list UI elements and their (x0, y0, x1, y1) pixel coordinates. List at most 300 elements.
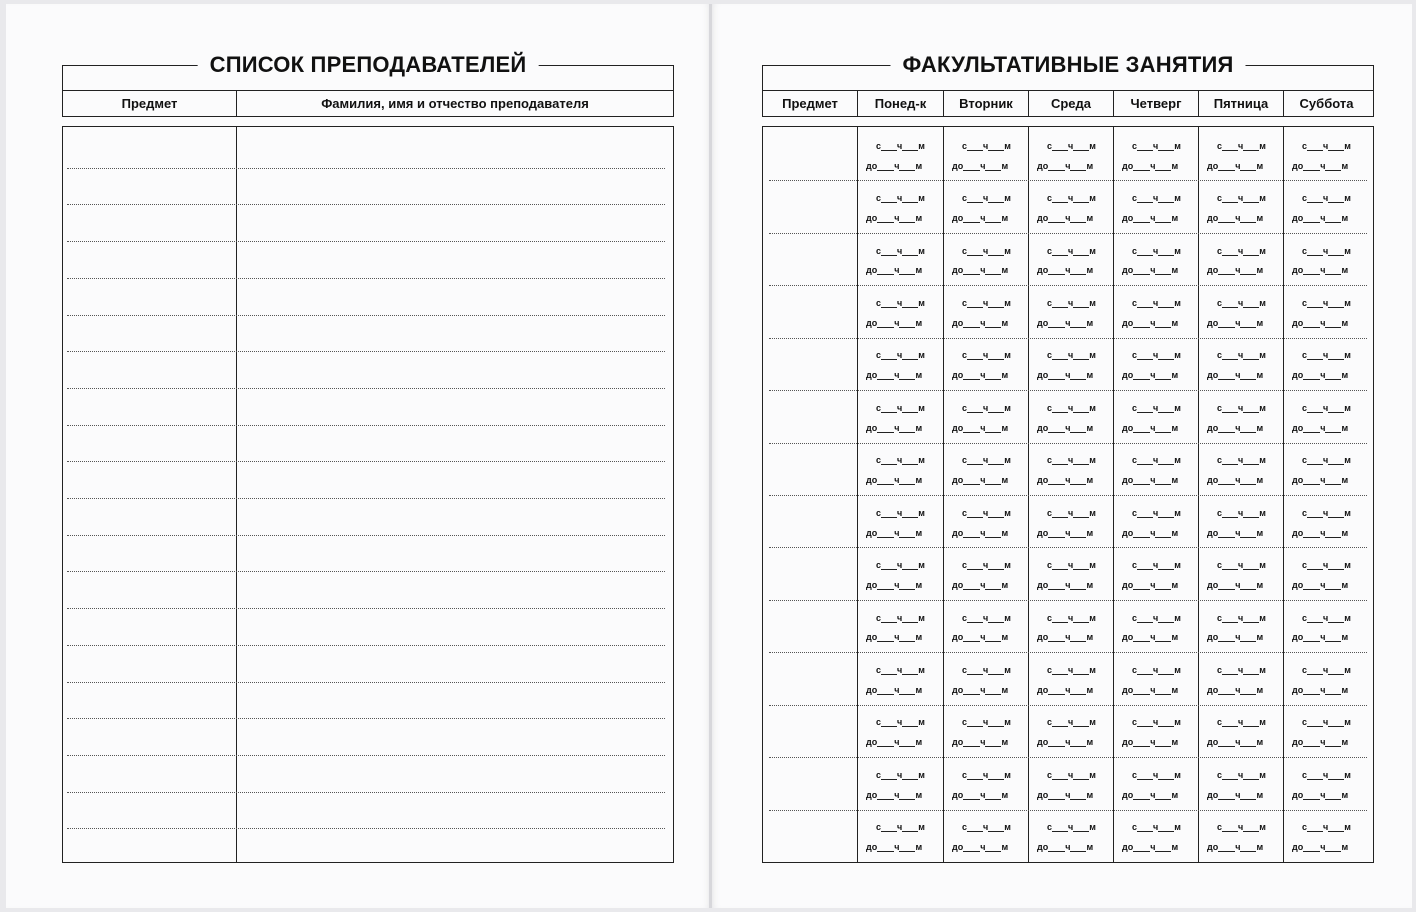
time-from-field[interactable]: с ч м (1132, 455, 1181, 466)
time-to-field[interactable]: до ч м (952, 370, 1009, 381)
time-to-field[interactable]: до ч м (866, 684, 923, 695)
time-to-field[interactable]: до ч м (866, 842, 923, 853)
time-from-field[interactable]: с ч м (1217, 455, 1266, 466)
time-cell-guide (1033, 468, 1109, 469)
time-from-field[interactable]: с ч м (1132, 507, 1181, 518)
time-cell-guide (1203, 311, 1279, 312)
time-to-field[interactable]: до ч м (1207, 422, 1264, 433)
time-cell-guide (1203, 520, 1279, 521)
time-cell-guide (1288, 678, 1367, 679)
time-to-field[interactable]: до ч м (1037, 789, 1094, 800)
teachers-list-title: СПИСОК ПРЕПОДАВАТЕЛЕЙ (198, 52, 539, 78)
time-from-field[interactable]: с ч м (1217, 507, 1266, 518)
time-to-field[interactable]: до ч м (1122, 317, 1179, 328)
header-day-2: Вторник (944, 91, 1029, 116)
time-to-field[interactable]: до ч м (1037, 475, 1094, 486)
time-cell-guide (1033, 415, 1109, 416)
time-from-field[interactable]: с ч м (1132, 245, 1181, 256)
time-cell-guide (1203, 835, 1279, 836)
time-cell-guide (1033, 311, 1109, 312)
time-from-field[interactable]: с ч м (876, 140, 925, 151)
time-from-field[interactable]: с ч м (1302, 560, 1351, 571)
time-cell-guide (1288, 520, 1367, 521)
time-from-field[interactable]: с ч м (962, 664, 1011, 675)
time-from-field[interactable]: с ч м (1132, 402, 1181, 413)
time-to-field[interactable]: до ч м (866, 580, 923, 590)
time-cell-guide (1203, 573, 1279, 574)
time-cell-guide (1203, 258, 1279, 259)
electives-row-divider (769, 757, 1367, 758)
teachers-write-line[interactable] (67, 718, 665, 719)
time-from-field[interactable]: с ч м (962, 245, 1011, 256)
header-day-3: Среда (1029, 91, 1114, 116)
teachers-write-line[interactable] (67, 278, 665, 279)
electives-title-frame (762, 52, 1374, 91)
time-from-field[interactable]: с ч м (876, 193, 925, 204)
time-from-field[interactable]: с ч м (1302, 350, 1351, 361)
time-cell-guide (1203, 363, 1279, 364)
time-cell-guide (862, 678, 939, 679)
time-to-field[interactable]: до ч м (866, 160, 923, 171)
time-to-field[interactable]: до ч м (1122, 422, 1179, 433)
time-from-field[interactable]: с ч м (1132, 560, 1181, 571)
time-from-field[interactable]: с ч м (1217, 717, 1266, 728)
time-cell-guide (1288, 153, 1367, 154)
time-from-field[interactable]: с ч м (1132, 193, 1181, 204)
header-day-4: Четверг (1114, 91, 1199, 116)
time-to-field[interactable]: до ч м (1122, 632, 1179, 643)
time-from-field[interactable]: с ч м (1132, 612, 1181, 623)
teachers-write-line[interactable] (67, 351, 665, 352)
time-from-field[interactable]: с ч м (1217, 140, 1266, 151)
electives-header-row (762, 90, 1374, 117)
teachers-write-line[interactable] (67, 315, 665, 316)
time-from-field[interactable]: с ч м (876, 350, 925, 361)
time-cell-guide (1033, 520, 1109, 521)
teachers-title-frame (62, 52, 674, 91)
time-to-field[interactable]: до ч м (866, 632, 923, 643)
time-cell-guide (1118, 206, 1194, 207)
time-cell-guide (1118, 311, 1194, 312)
time-from-field[interactable]: с ч м (1302, 193, 1351, 204)
time-cell-guide (1203, 206, 1279, 207)
time-from-field[interactable]: с ч м (876, 717, 925, 728)
time-to-field[interactable]: до ч м (1037, 632, 1094, 643)
time-cell-guide (1118, 468, 1194, 469)
time-to-field[interactable]: до ч м (1037, 265, 1094, 276)
time-to-field[interactable]: до ч м (866, 422, 923, 433)
time-from-field[interactable]: с ч м (962, 297, 1011, 308)
time-to-field[interactable]: до ч м (1292, 475, 1349, 486)
time-to-field[interactable]: до ч м (1207, 370, 1264, 381)
time-cell-guide (1288, 206, 1367, 207)
time-to-field[interactable]: до ч м (1207, 160, 1264, 171)
time-cell-guide (1288, 311, 1367, 312)
time-cell-guide (1118, 363, 1194, 364)
time-cell-guide (1118, 625, 1194, 626)
time-to-field[interactable]: до ч м (1207, 527, 1264, 538)
time-from-field[interactable]: с ч м (1217, 560, 1266, 571)
time-cell-guide (1118, 520, 1194, 521)
header-day-6: Суббота (1299, 96, 1354, 111)
time-cell-guide (1118, 835, 1194, 836)
time-to-field[interactable]: до ч м (1122, 265, 1179, 276)
time-to-field[interactable]: до ч м (952, 789, 1009, 800)
time-cell-guide (862, 468, 939, 469)
time-to-field[interactable]: до ч м (1122, 842, 1179, 853)
time-to-field[interactable]: до ч м (952, 475, 1009, 486)
teachers-write-line[interactable] (67, 608, 665, 609)
time-cell-guide (1203, 153, 1279, 154)
time-to-field[interactable]: до ч м (1292, 842, 1349, 853)
time-cell-guide (862, 573, 939, 574)
time-to-field[interactable]: до ч м (1292, 789, 1349, 800)
time-cell-guide (1033, 835, 1109, 836)
time-from-field[interactable]: с ч м (1047, 245, 1096, 256)
time-to-field[interactable]: до ч м (1292, 632, 1349, 643)
time-cell-guide (862, 363, 939, 364)
time-to-field[interactable]: до ч м (1122, 789, 1179, 800)
time-cell-guide (862, 415, 939, 416)
electives-title: ФАКУЛЬТАТИВНЫЕ ЗАНЯТИЯ (891, 52, 1246, 78)
time-from-field[interactable]: с ч м (1302, 717, 1351, 728)
teachers-write-line[interactable] (67, 828, 665, 829)
time-to-field[interactable]: до ч м (1037, 684, 1094, 695)
time-to-field[interactable]: до ч м (1122, 475, 1179, 486)
time-to-field[interactable]: до ч м (952, 160, 1009, 171)
time-from-field[interactable]: с ч м (876, 612, 925, 623)
time-cell-guide (862, 153, 939, 154)
time-to-field[interactable]: до ч м (1207, 265, 1264, 276)
time-to-field[interactable]: до ч м (952, 632, 1009, 643)
time-from-field[interactable]: с ч м (962, 402, 1011, 413)
time-cell-guide (862, 520, 939, 521)
time-from-field[interactable]: с ч м (876, 822, 925, 833)
electives-row-divider (769, 180, 1367, 181)
time-cell-guide (948, 153, 1024, 154)
time-to-field[interactable]: до ч м (952, 265, 1009, 276)
time-from-field[interactable]: с ч м (1217, 664, 1266, 675)
electives-row-divider (769, 233, 1367, 234)
time-from-field[interactable]: с ч м (1302, 245, 1351, 256)
time-from-field[interactable]: с ч м (1047, 193, 1096, 204)
teachers-write-line[interactable] (67, 682, 665, 683)
time-from-field[interactable]: с ч м (1217, 402, 1266, 413)
time-from-field[interactable]: с ч м (1302, 402, 1351, 413)
time-from-field[interactable]: с ч м (1047, 717, 1096, 728)
teachers-write-line[interactable] (67, 204, 665, 205)
time-from-field[interactable]: с ч м (962, 717, 1011, 728)
time-to-field[interactable]: до ч м (952, 422, 1009, 433)
time-to-field[interactable]: до ч м (866, 737, 923, 748)
time-from-field[interactable]: с ч м (1217, 245, 1266, 256)
time-from-field[interactable]: с ч м (876, 402, 925, 413)
time-cell-guide (1118, 153, 1194, 154)
teachers-write-line[interactable] (67, 645, 665, 646)
time-to-field[interactable]: до ч м (1207, 317, 1264, 328)
time-from-field[interactable]: с ч м (1302, 455, 1351, 466)
teachers-write-line[interactable] (67, 241, 665, 242)
time-to-field[interactable]: до ч м (1037, 737, 1094, 748)
time-to-field[interactable]: до ч м (952, 684, 1009, 695)
time-to-field[interactable]: до ч м (866, 317, 923, 328)
teachers-header-row (62, 90, 674, 117)
time-from-field[interactable]: с ч м (876, 769, 925, 780)
time-from-field[interactable]: с ч м (1302, 140, 1351, 151)
time-cell-guide (1118, 573, 1194, 574)
time-to-field[interactable]: до ч м (1122, 737, 1179, 748)
time-cell-guide (948, 678, 1024, 679)
teachers-write-line[interactable] (67, 792, 665, 793)
time-to-field[interactable]: до ч м (866, 265, 923, 276)
time-to-field[interactable]: до ч м (1292, 684, 1349, 695)
time-from-field[interactable]: с ч м (1132, 822, 1181, 833)
header-day-1: Понед-к (858, 91, 944, 116)
header-subject: Предмет (63, 91, 237, 116)
time-cell-guide (948, 782, 1024, 783)
time-cell-guide (1118, 678, 1194, 679)
time-from-field[interactable]: с ч м (962, 612, 1011, 623)
teachers-write-line[interactable] (67, 461, 665, 462)
teachers-write-line[interactable] (67, 755, 665, 756)
time-from-field[interactable]: с ч м (1302, 612, 1351, 623)
time-to-field[interactable]: до ч м (1207, 632, 1264, 643)
time-from-field[interactable]: с ч м (1132, 350, 1181, 361)
time-from-field[interactable]: с ч м (1302, 822, 1351, 833)
time-to-field[interactable]: до ч м (1037, 213, 1094, 223)
time-cell-guide (1118, 782, 1194, 783)
teachers-write-line[interactable] (67, 535, 665, 536)
time-cell-guide (862, 206, 939, 207)
time-from-field[interactable]: с ч м (876, 455, 925, 466)
time-to-field[interactable]: до ч м (1037, 527, 1094, 538)
time-cell-guide (948, 206, 1024, 207)
electives-row-divider (769, 390, 1367, 391)
teachers-write-line[interactable] (67, 425, 665, 426)
time-to-field[interactable]: до ч м (1037, 160, 1094, 171)
time-to-field[interactable]: до ч м (1122, 580, 1179, 590)
time-cell-guide (862, 835, 939, 836)
time-cell-guide (948, 835, 1024, 836)
time-to-field[interactable]: до ч м (952, 213, 1009, 223)
time-to-field[interactable]: до ч м (1292, 422, 1349, 433)
time-from-field[interactable]: с ч м (1132, 297, 1181, 308)
time-from-field[interactable]: с ч м (1047, 822, 1096, 833)
time-cell-guide (1203, 730, 1279, 731)
teachers-table (62, 126, 674, 863)
time-cell-guide (1033, 782, 1109, 783)
time-cell-guide (1203, 625, 1279, 626)
time-cell-guide (862, 730, 939, 731)
time-to-field[interactable]: до ч м (1207, 684, 1264, 695)
time-cell-guide (862, 258, 939, 259)
time-to-field[interactable]: до ч м (1292, 370, 1349, 381)
time-to-field[interactable]: до ч м (952, 737, 1009, 748)
time-from-field[interactable]: с ч м (1302, 664, 1351, 675)
time-from-field[interactable]: с ч м (1217, 193, 1266, 204)
time-from-field[interactable]: с ч м (962, 193, 1011, 204)
electives-row-divider (769, 705, 1367, 706)
electives-row-divider (769, 338, 1367, 339)
time-to-field[interactable]: до ч м (952, 317, 1009, 328)
time-to-field[interactable]: до ч м (1292, 160, 1349, 171)
time-to-field[interactable]: до ч м (1292, 737, 1349, 748)
time-to-field[interactable]: до ч м (1292, 527, 1349, 538)
time-to-field[interactable]: до ч м (1207, 580, 1264, 590)
time-to-field[interactable]: до ч м (1292, 265, 1349, 276)
time-to-field[interactable]: до ч м (866, 789, 923, 800)
time-from-field[interactable]: с ч м (1217, 769, 1266, 780)
time-cell-guide (1203, 782, 1279, 783)
time-from-field[interactable]: с ч м (962, 507, 1011, 518)
time-to-field[interactable]: до ч м (1037, 580, 1094, 590)
time-to-field[interactable]: до ч м (1037, 370, 1094, 381)
time-from-field[interactable]: с ч м (1217, 297, 1266, 308)
time-cell-guide (1118, 730, 1194, 731)
teachers-write-line[interactable] (67, 498, 665, 499)
time-from-field[interactable]: с ч м (1047, 612, 1096, 623)
time-to-field[interactable]: до ч м (866, 527, 923, 538)
time-cell-guide (1288, 468, 1367, 469)
time-from-field[interactable]: с ч м (1047, 350, 1096, 361)
time-from-field[interactable]: с ч м (962, 822, 1011, 833)
time-cell-guide (948, 415, 1024, 416)
time-from-field[interactable]: с ч м (1217, 612, 1266, 623)
time-cell-guide (1033, 573, 1109, 574)
time-from-field[interactable]: с ч м (1302, 297, 1351, 308)
teachers-write-line[interactable] (67, 571, 665, 572)
time-cell-guide (1288, 625, 1367, 626)
time-from-field[interactable]: с ч м (1047, 297, 1096, 308)
time-cell-guide (1033, 625, 1109, 626)
time-from-field[interactable]: с ч м (1047, 560, 1096, 571)
time-to-field[interactable]: до ч м (1292, 317, 1349, 328)
time-to-field[interactable]: до ч м (1037, 422, 1094, 433)
time-to-field[interactable]: до ч м (1207, 737, 1264, 748)
time-to-field[interactable]: до ч м (1292, 213, 1349, 223)
time-cell-guide (1033, 730, 1109, 731)
time-cell-guide (1288, 258, 1367, 259)
time-to-field[interactable]: до ч м (1122, 527, 1179, 538)
time-from-field[interactable]: с ч м (1132, 717, 1181, 728)
time-cell-guide (1033, 153, 1109, 154)
teachers-write-line[interactable] (67, 168, 665, 169)
time-cell-guide (1033, 258, 1109, 259)
electives-table (762, 126, 1374, 863)
time-cell-guide (1288, 730, 1367, 731)
time-from-field[interactable]: с ч м (962, 140, 1011, 151)
book-spine (709, 4, 712, 908)
time-to-field[interactable]: до ч м (1122, 160, 1179, 171)
time-to-field[interactable]: до ч м (1122, 684, 1179, 695)
time-cell-guide (948, 573, 1024, 574)
time-from-field[interactable]: с ч м (1047, 664, 1096, 675)
electives-row-divider (769, 810, 1367, 811)
time-from-field[interactable]: с ч м (1047, 769, 1096, 780)
time-cell-guide (862, 311, 939, 312)
electives-row-divider (769, 547, 1367, 548)
electives-row-divider (769, 495, 1367, 496)
teachers-write-line[interactable] (67, 388, 665, 389)
time-from-field[interactable]: с ч м (1132, 769, 1181, 780)
time-to-field[interactable]: до ч м (952, 580, 1009, 590)
header-day-5: Пятница (1199, 91, 1284, 116)
time-from-field[interactable]: с ч м (1047, 140, 1096, 151)
time-to-field[interactable]: до ч м (1207, 789, 1264, 800)
time-cell-guide (862, 782, 939, 783)
time-to-field[interactable]: до ч м (1207, 213, 1264, 223)
time-from-field[interactable]: с ч м (962, 769, 1011, 780)
time-cell-guide (1288, 363, 1367, 364)
time-to-field[interactable]: до ч м (952, 527, 1009, 538)
time-cell-guide (1203, 678, 1279, 679)
time-cell-guide (1118, 258, 1194, 259)
time-to-field[interactable]: до ч м (1207, 842, 1264, 853)
time-from-field[interactable]: с ч м (876, 297, 925, 308)
time-cell-guide (1288, 835, 1367, 836)
time-cell-guide (948, 520, 1024, 521)
time-from-field[interactable]: с ч м (1132, 664, 1181, 675)
time-from-field[interactable]: с ч м (1217, 350, 1266, 361)
time-from-field[interactable]: с ч м (1047, 455, 1096, 466)
time-cell-guide (1203, 415, 1279, 416)
time-to-field[interactable]: до ч м (1122, 213, 1179, 223)
time-cell-guide (948, 363, 1024, 364)
time-cell-guide (1288, 782, 1367, 783)
time-to-field[interactable]: до ч м (866, 370, 923, 381)
time-cell-guide (948, 468, 1024, 469)
time-from-field[interactable]: с ч м (962, 560, 1011, 571)
time-from-field[interactable]: с ч м (876, 664, 925, 675)
electives-row-divider (769, 285, 1367, 286)
time-from-field[interactable]: с ч м (876, 560, 925, 571)
electives-row-divider (769, 652, 1367, 653)
time-from-field[interactable]: с ч м (1047, 507, 1096, 518)
time-from-field[interactable]: с ч м (1047, 402, 1096, 413)
time-cell-guide (1118, 415, 1194, 416)
time-to-field[interactable]: до ч м (1292, 580, 1349, 590)
time-from-field[interactable]: с ч м (962, 455, 1011, 466)
time-cell-guide (862, 625, 939, 626)
time-cell-guide (948, 258, 1024, 259)
time-cell-guide (1203, 468, 1279, 469)
time-to-field[interactable]: до ч м (952, 842, 1009, 853)
time-from-field[interactable]: с ч м (1302, 507, 1351, 518)
time-to-field[interactable]: до ч м (866, 475, 923, 486)
time-cell-guide (1288, 415, 1367, 416)
time-to-field[interactable]: до ч м (866, 213, 923, 223)
time-from-field[interactable]: с ч м (962, 350, 1011, 361)
time-cell-guide (1033, 363, 1109, 364)
time-from-field[interactable]: с ч м (876, 245, 925, 256)
electives-row-divider (769, 600, 1367, 601)
time-to-field[interactable]: до ч м (1207, 475, 1264, 486)
header-teacher-name: Фамилия, имя и отчество преподавателя (321, 96, 589, 111)
time-from-field[interactable]: с ч м (1302, 769, 1351, 780)
time-from-field[interactable]: с ч м (876, 507, 925, 518)
time-cell-guide (948, 730, 1024, 731)
time-cell-guide (1033, 678, 1109, 679)
time-cell-guide (1288, 573, 1367, 574)
time-from-field[interactable]: с ч м (1217, 822, 1266, 833)
time-to-field[interactable]: до ч м (1122, 370, 1179, 381)
time-from-field[interactable]: с ч м (1132, 140, 1181, 151)
time-cell-guide (948, 625, 1024, 626)
time-to-field[interactable]: до ч м (1037, 317, 1094, 328)
time-to-field[interactable]: до ч м (1037, 842, 1094, 853)
time-cell-guide (948, 311, 1024, 312)
teachers-column-divider (236, 127, 237, 862)
